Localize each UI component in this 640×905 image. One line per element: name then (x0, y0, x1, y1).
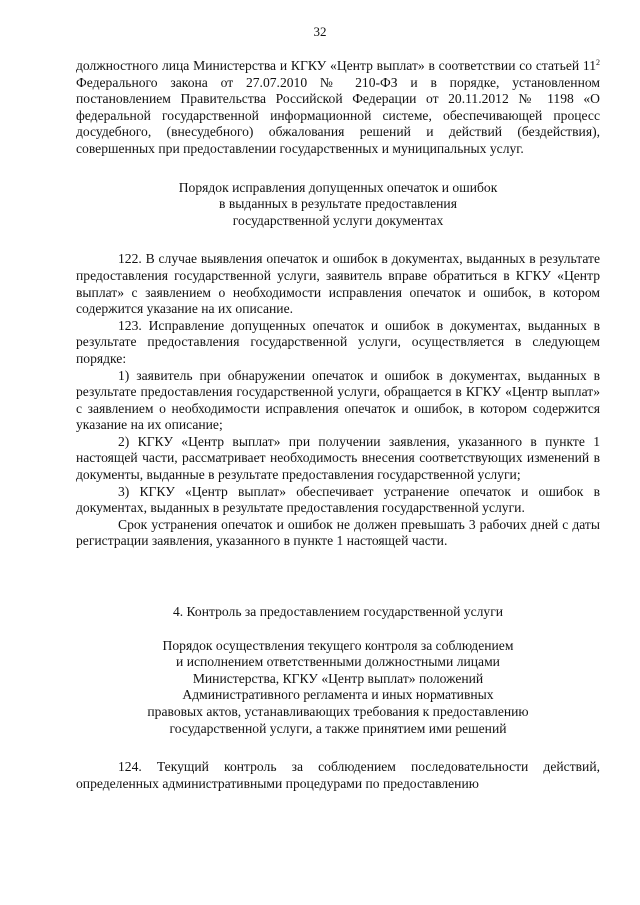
heading-corrections (76, 180, 600, 230)
heading-control-line-6: государственной услуги, а также принятием ими решений (169, 720, 507, 736)
heading-corrections-line-3: государственной услуги документах (232, 212, 444, 228)
paragraph-intro (76, 58, 600, 158)
intro-superscript: 2 (596, 58, 600, 67)
heading-control (76, 638, 600, 738)
intro-text-a: должностного лица Министерства и КГКУ «Центр выплат» в соответствии со статьей 11 (76, 58, 596, 73)
heading-corrections-line-2: в выданных в результате предоставления (219, 196, 457, 212)
page-number: 32 (313, 24, 327, 39)
heading-control-line-4: Административного регламента и иных нормативных (182, 687, 494, 703)
paragraph-123: 123. Исправление допущенных опечаток и ошибок в документах, выданных в результате предоставления государственной услуги, осуществляется в следующем порядке: (76, 317, 600, 366)
paragraph-123-item-3: 3) КГКУ «Центр выплат» обеспечивает устранение опечаток и ошибок в документах, выданных в результате предоставления государственной услуги. (76, 483, 600, 516)
heading-control-line-2: и исполнением ответственными должностными лицами (176, 654, 500, 670)
heading-control-line-1: Порядок осуществления текущего контроля за соблюдением (162, 637, 514, 653)
paragraph-deadline: Срок устранения опечаток и ошибок не должен превышать 3 рабочих дней с даты регистрации заявления, указанного в пункте 1 настоящей части. (76, 516, 600, 549)
section-title: 4. Контроль за предоставлением государственной услуги (172, 604, 504, 620)
page-content (76, 58, 600, 792)
paragraph-123-item-2: 2) КГКУ «Центр выплат» при получении заявления, указанного в пункте 1 настоящей части, рассматривает необходимость внесения соответствующих изменений в документы, выданные в результате предоставления государственной услуги; (76, 433, 600, 483)
heading-control-line-5: правовых актов, устанавливающих требования к предоставлению (147, 704, 529, 719)
heading-control-line-3: Министерства, КГКУ «Центр выплат» положений (192, 670, 484, 686)
paragraph-124: 124. Текущий контроль за соблюдением последовательности действий, определенных административными процедурами по предоставлению (76, 759, 600, 791)
paragraph-122: 122. В случае выявления опечаток и ошибок в документах, выданных в результате предоставления государственной услуги, заявитель вправе обратиться в КГКУ «Центр выплат» с заявлением о необходимости исправления опечаток и ошибок, в котором содержится указание на их описание. (76, 251, 600, 317)
intro-text-b: Федерального закона от 27.07.2010 № 210-ФЗ и в порядке, установленном постановлением Правительства Российской Федерации от 20.11.2012 № 1198 «О федеральной государственной информационной системе, обеспечивающей процесс досудебного, (внесудебного) обжалования решений и действий (бездействия), совершенных при предоставлении государственных и муниципальных услуг. (76, 74, 600, 156)
paragraph-123-item-1: 1) заявитель при обнаружении опечаток и ошибок в документах, выданных в результате предоставления государственной услуги, обращается в КГКУ «Центр выплат» с заявлением о необходимости исправления опечаток и ошибок, в котором содержится указание на их описание; (76, 367, 600, 433)
heading-corrections-line-1: Порядок исправления допущенных опечаток и ошибок (178, 179, 498, 195)
